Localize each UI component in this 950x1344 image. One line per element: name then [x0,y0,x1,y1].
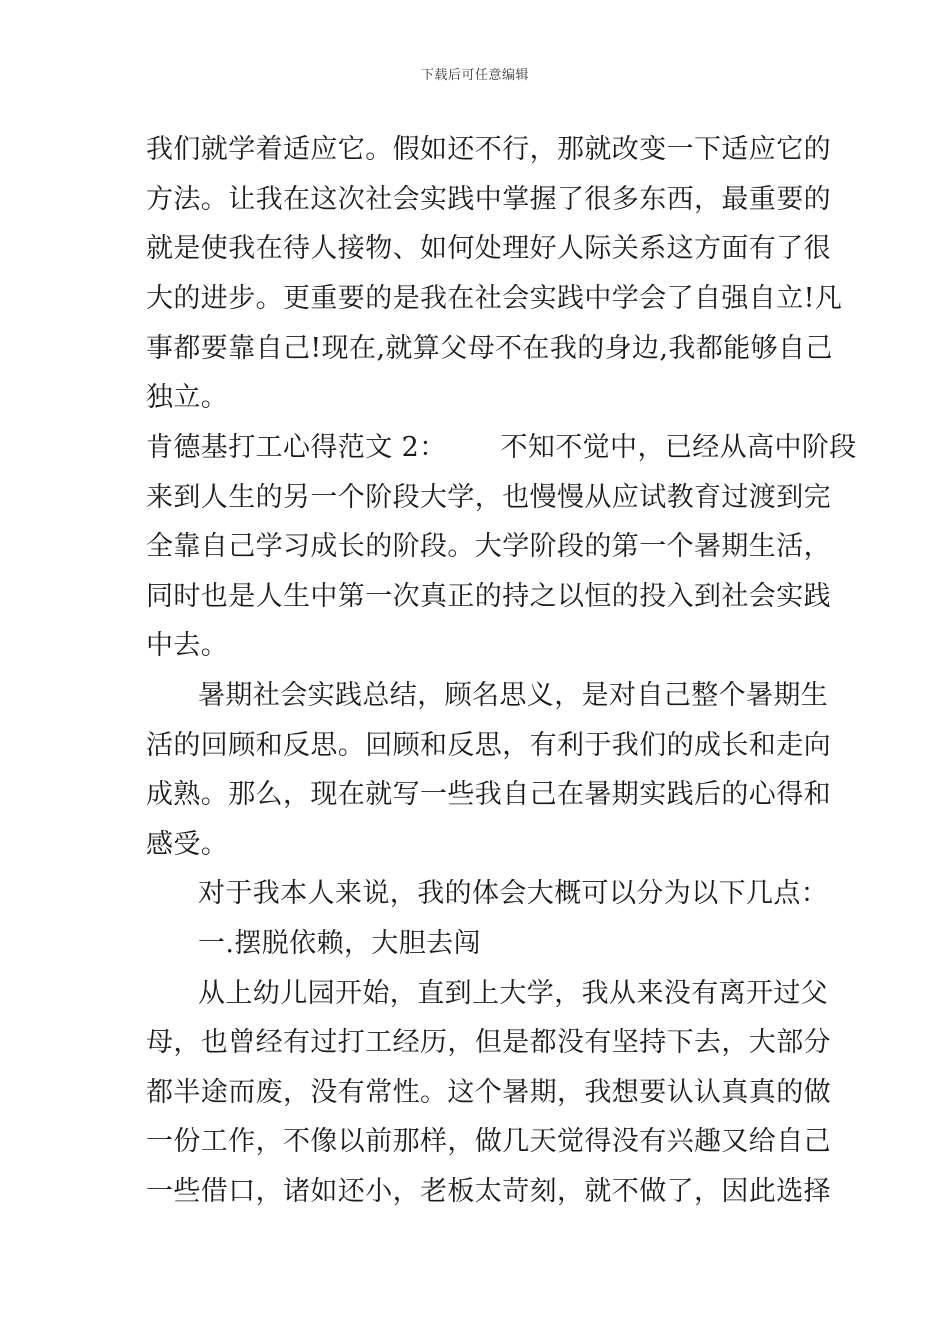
paragraph-first-line: 从上幼儿园开始，直到上大学，我从来没有离开过父 [198,978,829,1009]
body-line: 大的进步。更重要的是我在社会实践中学会了自强自立!凡 [146,283,843,314]
body-line: 事都要靠自己!现在,就算父母不在我的身边,我都能够自己 [146,333,833,364]
section-heading-line: 肯德基打工心得范文 2： 不知不觉中，已经从高中阶段 [146,432,857,463]
body-line: 一份工作，不像以前那样，做几天觉得没有兴趣又给自己 [146,1126,831,1157]
page-header: 下载后可任意编辑 [420,68,529,83]
body-line: 中去。 [146,630,229,661]
body-line: 都半途而废，没有常性。这个暑期，我想要认认真真的做 [146,1077,831,1108]
body-line: 同时也是人生中第一次真正的持之以恒的投入到社会实践 [146,581,831,612]
body-line: 感受。 [146,829,229,860]
body-line: 独立。 [146,382,229,413]
body-line: 成熟。那么，现在就写一些我自己在暑期实践后的心得和 [146,779,831,810]
body-line: 活的回顾和反思。回顾和反思，有利于我们的成长和走向 [146,730,831,761]
paragraph-first-line: 暑期社会实践总结，顾名思义，是对自己整个暑期生 [198,680,829,711]
subheading-line: 一.摆脱依赖，大胆去闯 [198,928,481,959]
body-line: 我们就学着适应它。假如还不行，那就改变一下适应它的 [146,134,831,165]
body-line: 一些借口，诸如还小，老板太苛刻，就不做了，因此选择 [146,1176,831,1207]
body-line: 来到人生的另一个阶段大学，也慢慢从应试教育过渡到完 [146,482,831,513]
body-line: 母，也曾经有过打工经历，但是都没有坚持下去，大部分 [146,1027,831,1058]
body-line: 全靠自己学习成长的阶段。大学阶段的第一个暑期生活， [146,531,831,562]
paragraph-first-line: 对于我本人来说，我的体会大概可以分为以下几点： [198,878,829,909]
body-line: 就是使我在待人接物、如何处理好人际关系这方面有了很 [146,233,831,264]
body-line: 方法。让我在这次社会实践中掌握了很多东西，最重要的 [146,184,831,215]
